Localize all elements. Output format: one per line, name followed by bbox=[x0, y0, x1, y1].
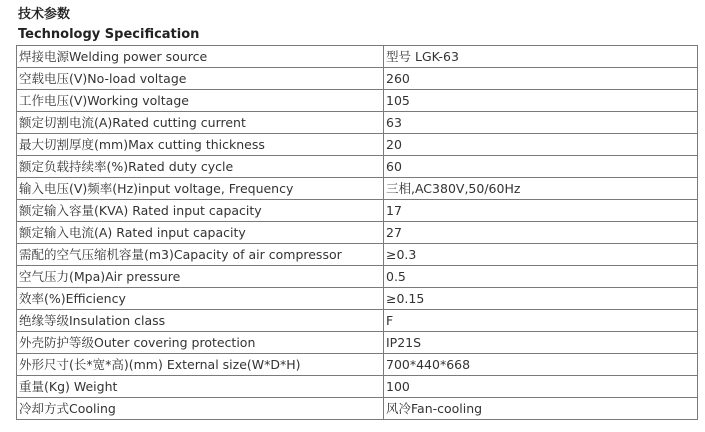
spec-label: 额定输入容量(KVA) Rated input capacity bbox=[17, 200, 384, 222]
spec-label: 外壳防护等级Outer covering protection bbox=[17, 332, 384, 354]
spec-value: IP21S bbox=[384, 332, 698, 354]
spec-row bbox=[17, 156, 698, 178]
spec-label: 额定切割电流(A)Rated cutting current bbox=[17, 112, 384, 134]
spec-row bbox=[17, 310, 698, 332]
section-heading-english: Technology Specification bbox=[18, 27, 200, 42]
spec-value: ≥0.3 bbox=[384, 244, 698, 266]
spec-row bbox=[17, 112, 698, 134]
spec-row bbox=[17, 68, 698, 90]
spec-label: 额定负载持续率(%)Rated duty cycle bbox=[17, 156, 384, 178]
spec-row bbox=[17, 90, 698, 112]
spec-row bbox=[17, 332, 698, 354]
spec-row bbox=[17, 134, 698, 156]
spec-row bbox=[17, 178, 698, 200]
section-heading-chinese: 技术参数 bbox=[18, 7, 71, 22]
spec-label: 额定输入电流(A) Rated input capacity bbox=[17, 222, 384, 244]
spec-value: 100 bbox=[384, 376, 698, 398]
spec-value: 型号 LGK-63 bbox=[384, 46, 698, 68]
spec-value: ≥0.15 bbox=[384, 288, 698, 310]
spec-row bbox=[17, 288, 698, 310]
spec-value: 风冷Fan-cooling bbox=[384, 398, 698, 420]
spec-label: 绝缘等级Insulation class bbox=[17, 310, 384, 332]
spec-label: 最大切割厚度(mm)Max cutting thickness bbox=[17, 134, 384, 156]
spec-row bbox=[17, 266, 698, 288]
spec-label: 输入电压(V)频率(Hz)input voltage, Frequency bbox=[17, 178, 384, 200]
spec-value: 700*440*668 bbox=[384, 354, 698, 376]
spec-value: F bbox=[384, 310, 698, 332]
spec-label: 冷却方式Cooling bbox=[17, 398, 384, 420]
spec-value: 105 bbox=[384, 90, 698, 112]
spec-label: 焊接电源Welding power source bbox=[17, 46, 384, 68]
spec-label: 空气压力(Mpa)Air pressure bbox=[17, 266, 384, 288]
spec-value: 63 bbox=[384, 112, 698, 134]
spec-row bbox=[17, 376, 698, 398]
spec-label: 效率(%)Efficiency bbox=[17, 288, 384, 310]
specification-table bbox=[16, 45, 698, 420]
spec-label: 重量(Kg) Weight bbox=[17, 376, 384, 398]
spec-value: 60 bbox=[384, 156, 698, 178]
spec-label: 空载电压(V)No-load voltage bbox=[17, 68, 384, 90]
spec-row bbox=[17, 244, 698, 266]
spec-value: 三相,AC380V,50/60Hz bbox=[384, 178, 698, 200]
spec-row bbox=[17, 46, 698, 68]
spec-value: 260 bbox=[384, 68, 698, 90]
spec-label: 工作电压(V)Working voltage bbox=[17, 90, 384, 112]
spec-label: 需配的空气压缩机容量(m3)Capacity of air compressor bbox=[17, 244, 384, 266]
spec-value: 17 bbox=[384, 200, 698, 222]
spec-label: 外形尺寸(长*宽*高)(mm) External size(W*D*H) bbox=[17, 354, 384, 376]
spec-value: 0.5 bbox=[384, 266, 698, 288]
spec-row bbox=[17, 200, 698, 222]
spec-row bbox=[17, 354, 698, 376]
spec-value: 27 bbox=[384, 222, 698, 244]
spec-row bbox=[17, 222, 698, 244]
spec-value: 20 bbox=[384, 134, 698, 156]
spec-row bbox=[17, 398, 698, 420]
